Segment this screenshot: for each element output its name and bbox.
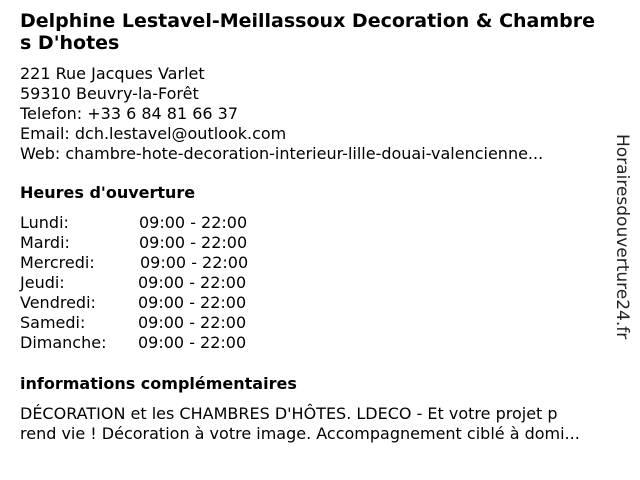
day-label: Samedi: xyxy=(20,313,86,332)
phone-number[interactable]: Telefon: +33 6 84 81 66 37 xyxy=(20,104,239,123)
city-address: 59310 Beuvry-la-Forêt xyxy=(20,84,199,103)
day-hours: 09:00 - 22:00 xyxy=(140,253,249,272)
contact-block xyxy=(20,64,610,164)
hours-row-thursday xyxy=(20,273,340,293)
website-link[interactable]: Web: chambre-hote-decoration-interieur-lille-douai-valencienne... xyxy=(20,144,544,163)
email-address[interactable]: Email: dch.lestavel@outlook.com xyxy=(20,124,287,143)
info-line-2: rend vie ! Décoration à votre image. Accompagnement ciblé à domi... xyxy=(20,424,580,443)
day-hours: 09:00 - 22:00 xyxy=(138,333,247,352)
business-title-line-2: s D'hotes xyxy=(20,32,120,54)
hours-row-saturday xyxy=(20,313,340,333)
additional-info-text xyxy=(20,404,620,444)
day-hours: 09:00 - 22:00 xyxy=(138,273,247,292)
day-label: Dimanche: xyxy=(20,333,107,352)
hours-row-monday xyxy=(20,213,340,233)
watermark-text: Horairesdouverture24.fr xyxy=(612,134,632,340)
street-address: 221 Rue Jacques Varlet xyxy=(20,64,205,83)
hours-row-tuesday xyxy=(20,233,340,253)
business-title xyxy=(20,10,616,54)
day-label: Jeudi: xyxy=(20,273,65,292)
site-watermark xyxy=(612,134,632,344)
info-line-1: DÉCORATION et les CHAMBRES D'HÔTES. LDECO - Et votre projet p xyxy=(20,404,558,423)
day-hours: 09:00 - 22:00 xyxy=(138,313,247,332)
opening-hours-table xyxy=(20,213,340,353)
hours-row-sunday xyxy=(20,333,340,353)
additional-info-heading: informations complémentaires xyxy=(20,374,297,393)
day-hours: 09:00 - 22:00 xyxy=(139,233,248,252)
hours-row-friday xyxy=(20,293,340,313)
day-hours: 09:00 - 22:00 xyxy=(138,293,247,312)
opening-hours-heading: Heures d'ouverture xyxy=(20,183,196,202)
day-label: Mardi: xyxy=(20,233,70,252)
day-label: Vendredi: xyxy=(20,293,96,312)
day-label: Lundi: xyxy=(20,213,69,232)
hours-row-wednesday xyxy=(20,253,340,273)
day-hours: 09:00 - 22:00 xyxy=(139,213,248,232)
business-title-line-1: Delphine Lestavel-Meillassoux Decoration & Chambre xyxy=(20,10,596,32)
day-label: Mercredi: xyxy=(20,253,95,272)
